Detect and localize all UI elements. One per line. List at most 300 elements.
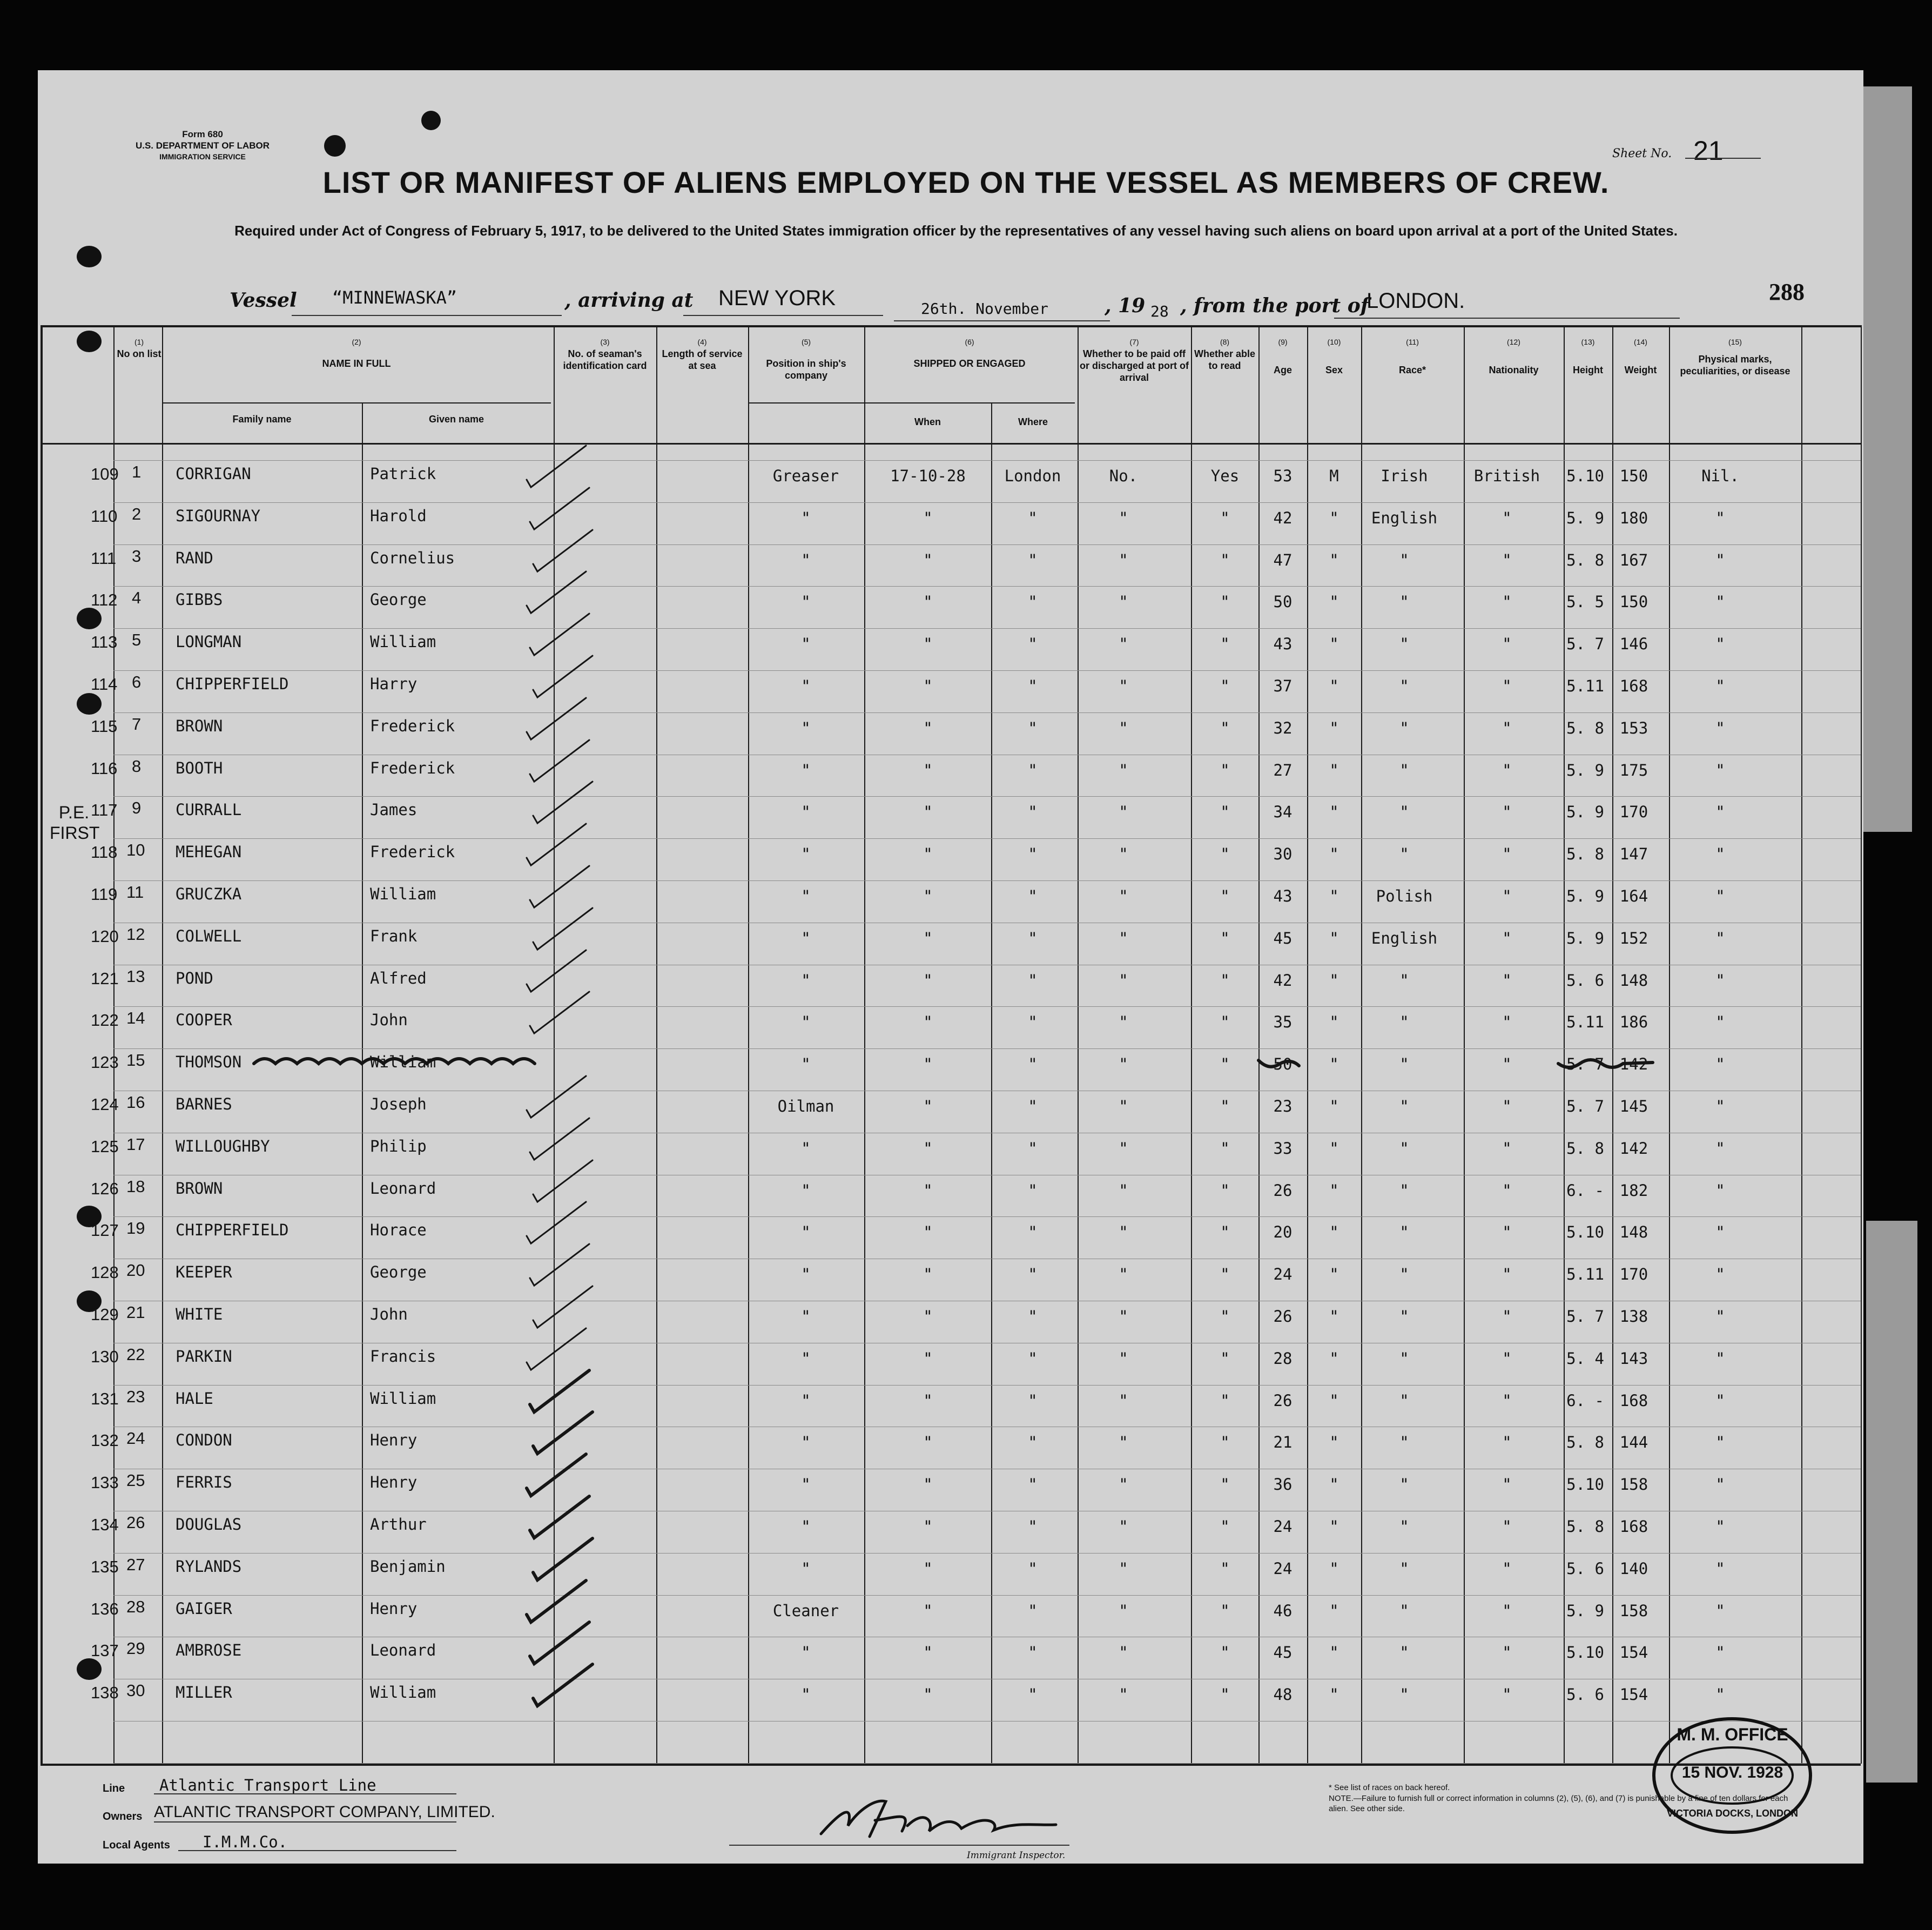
row-ref-number: 111	[91, 549, 117, 568]
row-position: "	[801, 1643, 811, 1662]
row-nationality: "	[1502, 1433, 1512, 1451]
row-weight: 154	[1619, 1643, 1648, 1662]
row-family-name: LONGMAN	[176, 633, 242, 651]
row-age: 33	[1273, 1139, 1293, 1158]
vessel-underline	[292, 315, 562, 316]
row-able-to-read: "	[1220, 1055, 1230, 1073]
row-position: Greaser	[772, 467, 839, 485]
row-weight: 186	[1619, 1013, 1648, 1031]
row-sex: "	[1329, 1097, 1339, 1115]
row-position: "	[801, 1265, 811, 1283]
column-rule	[362, 402, 363, 1764]
row-ref-number: 138	[91, 1683, 119, 1702]
row-height: 6. -	[1566, 1181, 1604, 1200]
row-age: 47	[1273, 551, 1293, 569]
row-physical-marks: "	[1715, 1139, 1725, 1158]
row-height: 6. -	[1566, 1391, 1604, 1410]
row-shipped-when: "	[923, 1559, 933, 1578]
row-shipped-when: "	[923, 1139, 933, 1158]
row-age: 24	[1273, 1559, 1293, 1578]
row-nationality: "	[1502, 1223, 1512, 1241]
row-race: "	[1399, 1685, 1409, 1704]
row-ref-number: 125	[91, 1137, 119, 1156]
row-height: 5. 7	[1566, 1055, 1604, 1073]
row-shipped-where: "	[1028, 1097, 1038, 1115]
row-age: 21	[1273, 1433, 1293, 1451]
row-physical-marks: "	[1715, 971, 1725, 990]
row-paid-off: "	[1119, 1223, 1128, 1241]
row-nationality: "	[1502, 1517, 1512, 1536]
row-position: "	[801, 1517, 811, 1536]
row-able-to-read: "	[1220, 761, 1230, 779]
row-family-name: SIGOURNAY	[176, 507, 261, 525]
row-physical-marks: "	[1715, 1265, 1725, 1283]
row-height: 5. 9	[1566, 1602, 1604, 1620]
row-ref-number: 118	[91, 843, 118, 862]
row-sex: "	[1329, 1475, 1339, 1494]
row-nationality: "	[1502, 929, 1512, 947]
row-height: 5.11	[1566, 1265, 1604, 1283]
row-ref-number: 120	[91, 927, 119, 946]
row-sex: "	[1329, 971, 1339, 990]
row-nationality: "	[1502, 593, 1512, 611]
row-able-to-read: "	[1220, 1223, 1230, 1241]
row-shipped-where: "	[1028, 1391, 1038, 1410]
row-race: "	[1399, 593, 1409, 611]
row-sex: "	[1329, 1685, 1339, 1704]
shipped-subheader-rule	[748, 402, 1075, 404]
row-sex: "	[1329, 1433, 1339, 1451]
row-shipped-where: "	[1028, 1685, 1038, 1704]
row-shipped-when: "	[923, 677, 933, 695]
row-given-name: William	[370, 633, 436, 651]
row-paid-off: "	[1119, 1602, 1128, 1620]
row-position: "	[801, 1391, 811, 1410]
row-ref-number: 134	[91, 1515, 119, 1534]
row-family-name: THOMSON	[176, 1053, 242, 1071]
row-physical-marks: "	[1715, 845, 1725, 863]
port-underline	[1334, 318, 1680, 319]
row-age: 26	[1273, 1391, 1293, 1410]
row-shipped-when: "	[923, 509, 933, 527]
row-sex: "	[1329, 1013, 1339, 1031]
row-position: "	[801, 929, 811, 947]
punch-hole	[77, 246, 102, 267]
row-shipped-when: "	[923, 1013, 933, 1031]
row-shipped-where: "	[1028, 593, 1038, 611]
row-number: 28	[126, 1597, 145, 1616]
row-ref-number: 122	[91, 1011, 119, 1030]
sheet-number: 21	[1693, 136, 1724, 166]
row-race: "	[1399, 1391, 1409, 1410]
row-age: 45	[1273, 929, 1293, 947]
table-bottom-border	[41, 1764, 1861, 1766]
row-number: 18	[126, 1177, 145, 1196]
row-sex: "	[1329, 1517, 1339, 1536]
row-position: "	[801, 845, 811, 863]
row-given-name: Leonard	[370, 1641, 436, 1659]
row-paid-off: "	[1119, 677, 1128, 695]
column-rule	[1307, 325, 1308, 1764]
row-physical-marks: Nil.	[1701, 467, 1739, 485]
row-number: 2	[132, 505, 142, 523]
row-family-name: MEHEGAN	[176, 843, 242, 861]
arriving-label: , arriving at	[564, 289, 694, 312]
row-paid-off: "	[1119, 1139, 1128, 1158]
col-header-paid-off: (7) Whether to be paid off or discharged at port of arrival	[1079, 338, 1189, 383]
row-ref-number: 131	[91, 1389, 119, 1408]
row-family-name: DOUGLAS	[176, 1515, 242, 1534]
row-able-to-read: "	[1220, 845, 1230, 863]
row-number: 8	[132, 757, 142, 776]
row-height: 5. 9	[1566, 509, 1604, 527]
row-number: 27	[126, 1555, 145, 1574]
row-age: 43	[1273, 635, 1293, 653]
row-height: 5. 7	[1566, 1097, 1604, 1115]
row-position: "	[801, 509, 811, 527]
row-weight: 146	[1619, 635, 1648, 653]
row-rule	[113, 1763, 1861, 1764]
row-physical-marks: "	[1715, 551, 1725, 569]
row-race: "	[1399, 1139, 1409, 1158]
row-physical-marks: "	[1715, 1433, 1725, 1451]
row-given-name: Francis	[370, 1347, 436, 1366]
row-physical-marks: "	[1715, 593, 1725, 611]
row-nationality: "	[1502, 887, 1512, 905]
row-nationality: "	[1502, 635, 1512, 653]
row-paid-off: "	[1119, 1475, 1128, 1494]
row-paid-off: "	[1119, 761, 1128, 779]
row-number: 23	[126, 1387, 145, 1406]
row-nationality: "	[1502, 1559, 1512, 1578]
col-header-position: (5) Position in ship's company	[766, 338, 846, 381]
row-shipped-where: "	[1028, 803, 1038, 821]
row-ref-number: 137	[91, 1641, 119, 1660]
row-age: 34	[1273, 803, 1293, 821]
row-rule	[113, 1216, 1861, 1217]
arrival-year: 28	[1150, 302, 1169, 320]
row-physical-marks: "	[1715, 1181, 1725, 1200]
row-paid-off: "	[1119, 1433, 1128, 1451]
row-given-name: Henry	[370, 1431, 418, 1449]
column-rule	[1361, 325, 1362, 1764]
row-family-name: CHIPPERFIELD	[176, 1221, 289, 1239]
row-ref-number: 119	[91, 885, 118, 904]
row-shipped-where: "	[1028, 677, 1038, 695]
row-position: "	[801, 551, 811, 569]
row-given-name: James	[370, 801, 418, 819]
row-family-name: AMBROSE	[176, 1641, 242, 1659]
row-shipped-where: "	[1028, 1055, 1038, 1073]
row-paid-off: "	[1119, 1013, 1128, 1031]
row-shipped-when: "	[923, 1685, 933, 1704]
row-number: 29	[126, 1639, 145, 1658]
col-header-name: (2) NAME IN FULL	[322, 338, 391, 369]
row-number: 10	[126, 840, 145, 859]
row-shipped-where: "	[1028, 1139, 1038, 1158]
row-nationality: "	[1502, 803, 1512, 821]
row-ref-number: 124	[91, 1095, 119, 1114]
row-height: 5.10	[1566, 467, 1604, 485]
row-physical-marks: "	[1715, 1391, 1725, 1410]
row-family-name: RAND	[176, 549, 213, 567]
row-rule	[113, 1048, 1861, 1049]
row-family-name: FERRIS	[176, 1473, 232, 1491]
row-number: 5	[132, 630, 142, 649]
row-rule	[113, 796, 1861, 797]
department-name: U.S. DEPARTMENT OF LABOR	[135, 140, 270, 151]
row-sex: "	[1329, 1349, 1339, 1368]
service-name: IMMIGRATION SERVICE	[159, 152, 246, 161]
owners-underline	[154, 1821, 456, 1823]
agents-underline	[178, 1850, 456, 1851]
year-label: , 19	[1105, 294, 1146, 317]
row-shipped-when: "	[923, 1349, 933, 1368]
row-physical-marks: "	[1715, 509, 1725, 527]
row-height: 5. 6	[1566, 1559, 1604, 1578]
row-family-name: WILLOUGHBY	[176, 1137, 270, 1155]
row-ref-number: 115	[91, 717, 118, 736]
row-age: 24	[1273, 1517, 1293, 1536]
row-paid-off: No.	[1109, 467, 1138, 485]
row-paid-off: "	[1119, 635, 1128, 653]
row-given-name: Cornelius	[370, 549, 455, 567]
row-weight: 144	[1619, 1433, 1648, 1451]
row-age: 32	[1273, 719, 1293, 737]
row-given-name: Henry	[370, 1473, 418, 1491]
row-weight: 152	[1619, 929, 1648, 947]
row-position: "	[801, 1013, 811, 1031]
row-shipped-where: "	[1028, 1223, 1038, 1241]
row-height: 5. 9	[1566, 929, 1604, 947]
col-header-when: When	[914, 416, 941, 427]
col-header-family: Family name	[232, 414, 292, 425]
row-position: "	[801, 1181, 811, 1200]
local-agents: I.M.M.Co.	[203, 1833, 288, 1851]
row-number: 15	[126, 1051, 145, 1070]
row-race: "	[1399, 1097, 1409, 1115]
owners-label: Owners	[103, 1811, 143, 1823]
agents-label: Local Agents	[103, 1839, 170, 1851]
row-sex: "	[1329, 1559, 1339, 1578]
row-position: "	[801, 971, 811, 990]
row-physical-marks: "	[1715, 1685, 1725, 1704]
row-sex: "	[1329, 509, 1339, 527]
row-family-name: COOPER	[176, 1011, 232, 1029]
row-given-name: Harry	[370, 675, 418, 693]
row-paid-off: "	[1119, 1517, 1128, 1536]
row-given-name: William	[370, 1389, 436, 1408]
row-able-to-read: "	[1220, 1433, 1230, 1451]
table-top-border	[41, 325, 1861, 327]
row-paid-off: "	[1119, 1307, 1128, 1326]
row-paid-off: "	[1119, 593, 1128, 611]
row-race: "	[1399, 677, 1409, 695]
column-rule	[1612, 325, 1613, 1764]
row-position: Cleaner	[772, 1602, 839, 1620]
row-race: "	[1399, 1223, 1409, 1241]
row-age: 26	[1273, 1307, 1293, 1326]
row-shipped-when: "	[923, 1307, 933, 1326]
row-nationality: "	[1502, 677, 1512, 695]
row-weight: 175	[1619, 761, 1648, 779]
row-shipped-where: "	[1028, 1181, 1038, 1200]
arrival-port: NEW YORK	[718, 286, 836, 310]
line-underline	[154, 1793, 456, 1794]
from-port-label: , from the port of	[1180, 294, 1369, 317]
row-weight: 148	[1619, 971, 1648, 990]
row-age: 42	[1273, 509, 1293, 527]
column-rule	[1191, 325, 1192, 1764]
sheet-underline	[1685, 158, 1761, 159]
row-race: "	[1399, 1307, 1409, 1326]
row-shipped-when: 17-10-28	[890, 467, 966, 485]
row-height: 5. 8	[1566, 1517, 1604, 1536]
row-physical-marks: "	[1715, 1223, 1725, 1241]
row-position: Oilman	[777, 1097, 834, 1115]
row-able-to-read: "	[1220, 1559, 1230, 1578]
form-number: Form 680	[182, 129, 223, 139]
row-physical-marks: "	[1715, 1643, 1725, 1662]
row-shipped-when: "	[923, 719, 933, 737]
row-race: Polish	[1376, 887, 1433, 905]
row-family-name: MILLER	[176, 1683, 232, 1702]
row-physical-marks: "	[1715, 1307, 1725, 1326]
col-header-marks: (15) Physical marks, peculiarities, or disease	[1680, 338, 1790, 376]
row-rule	[113, 880, 1861, 881]
row-sex: "	[1329, 845, 1339, 863]
row-able-to-read: "	[1220, 1475, 1230, 1494]
row-weight: 167	[1619, 551, 1648, 569]
row-nationality: "	[1502, 1097, 1512, 1115]
row-age: 23	[1273, 1097, 1293, 1115]
row-nationality: "	[1502, 719, 1512, 737]
row-shipped-where: "	[1028, 1013, 1038, 1031]
row-sex: "	[1329, 1055, 1339, 1073]
row-rule	[113, 1595, 1861, 1596]
column-rule	[113, 325, 115, 1764]
row-shipped-where: "	[1028, 761, 1038, 779]
row-position: "	[801, 1685, 811, 1704]
row-age: 37	[1273, 677, 1293, 695]
row-family-name: BOOTH	[176, 759, 223, 777]
row-nationality: "	[1502, 971, 1512, 990]
row-shipped-when: "	[923, 971, 933, 990]
row-paid-off: "	[1119, 887, 1128, 905]
row-weight: 150	[1619, 467, 1648, 485]
row-height: 5. 8	[1566, 1139, 1604, 1158]
row-shipped-where: "	[1028, 1517, 1038, 1536]
row-ref-number: 127	[91, 1221, 119, 1240]
row-shipped-when: "	[923, 1643, 933, 1662]
row-able-to-read: "	[1220, 1349, 1230, 1368]
inspector-label: Immigrant Inspector.	[967, 1850, 1066, 1861]
row-physical-marks: "	[1715, 1517, 1725, 1536]
row-height: 5. 8	[1566, 551, 1604, 569]
row-number: 20	[126, 1261, 145, 1280]
row-number: 30	[126, 1681, 145, 1700]
row-weight: 145	[1619, 1097, 1648, 1115]
row-physical-marks: "	[1715, 1602, 1725, 1620]
row-height: 5. 9	[1566, 803, 1604, 821]
row-weight: 150	[1619, 593, 1648, 611]
row-able-to-read: "	[1220, 1265, 1230, 1283]
row-able-to-read: "	[1220, 1307, 1230, 1326]
col-header-no: (1) No on list	[117, 338, 161, 359]
row-weight: 182	[1619, 1181, 1648, 1200]
row-given-name: Henry	[370, 1599, 418, 1618]
row-race: "	[1399, 1265, 1409, 1283]
row-number: 25	[126, 1471, 145, 1490]
row-physical-marks: "	[1715, 929, 1725, 947]
shipping-line: Atlantic Transport Line	[159, 1776, 376, 1794]
row-ref-number: 132	[91, 1431, 119, 1450]
row-able-to-read: "	[1220, 1602, 1230, 1620]
row-sex: "	[1329, 1223, 1339, 1241]
row-shipped-when: "	[923, 887, 933, 905]
office-stamp	[1650, 1715, 1815, 1837]
row-ref-number: 133	[91, 1473, 119, 1492]
row-sex: "	[1329, 1307, 1339, 1326]
row-paid-off: "	[1119, 1349, 1128, 1368]
row-age: 35	[1273, 1013, 1293, 1031]
row-able-to-read: "	[1220, 1517, 1230, 1536]
row-paid-off: "	[1119, 845, 1128, 863]
name-subheader-rule	[162, 402, 551, 404]
row-given-name: Arthur	[370, 1515, 427, 1534]
row-shipped-where: "	[1028, 1643, 1038, 1662]
row-physical-marks: "	[1715, 803, 1725, 821]
row-given-name: Frederick	[370, 843, 455, 861]
row-rule	[113, 1553, 1861, 1554]
row-ref-number: 110	[91, 507, 118, 526]
row-able-to-read: "	[1220, 1643, 1230, 1662]
row-family-name: CORRIGAN	[176, 465, 251, 483]
row-weight: 153	[1619, 719, 1648, 737]
row-shipped-where: "	[1028, 1559, 1038, 1578]
row-height: 5. 8	[1566, 1433, 1604, 1451]
row-race: "	[1399, 1602, 1409, 1620]
row-number: 9	[132, 798, 142, 817]
row-height: 5.10	[1566, 1643, 1604, 1662]
col-header-nationality: (12) Nationality	[1489, 338, 1539, 375]
row-ref-number: 114	[91, 675, 118, 694]
row-number: 6	[132, 673, 142, 691]
row-shipped-when: "	[923, 1055, 933, 1073]
row-family-name: WHITE	[176, 1305, 223, 1323]
row-ref-number: 112	[91, 590, 118, 609]
row-number: 3	[132, 547, 142, 566]
row-paid-off: "	[1119, 1181, 1128, 1200]
row-rule	[113, 502, 1861, 503]
row-nationality: "	[1502, 1055, 1512, 1073]
row-shipped-where: "	[1028, 1475, 1038, 1494]
row-position: "	[801, 677, 811, 695]
row-paid-off: "	[1119, 1265, 1128, 1283]
row-position: "	[801, 1139, 811, 1158]
vessel-label: Vessel	[230, 289, 297, 312]
row-rule	[113, 1385, 1861, 1386]
col-header-height: (13) Height	[1573, 338, 1603, 375]
row-age: 45	[1273, 1643, 1293, 1662]
row-rule	[113, 712, 1861, 713]
row-paid-off: "	[1119, 929, 1128, 947]
row-age: 27	[1273, 761, 1293, 779]
row-race: "	[1399, 551, 1409, 569]
row-position: "	[801, 593, 811, 611]
row-height: 5.10	[1566, 1475, 1604, 1494]
row-race: English	[1371, 509, 1438, 527]
